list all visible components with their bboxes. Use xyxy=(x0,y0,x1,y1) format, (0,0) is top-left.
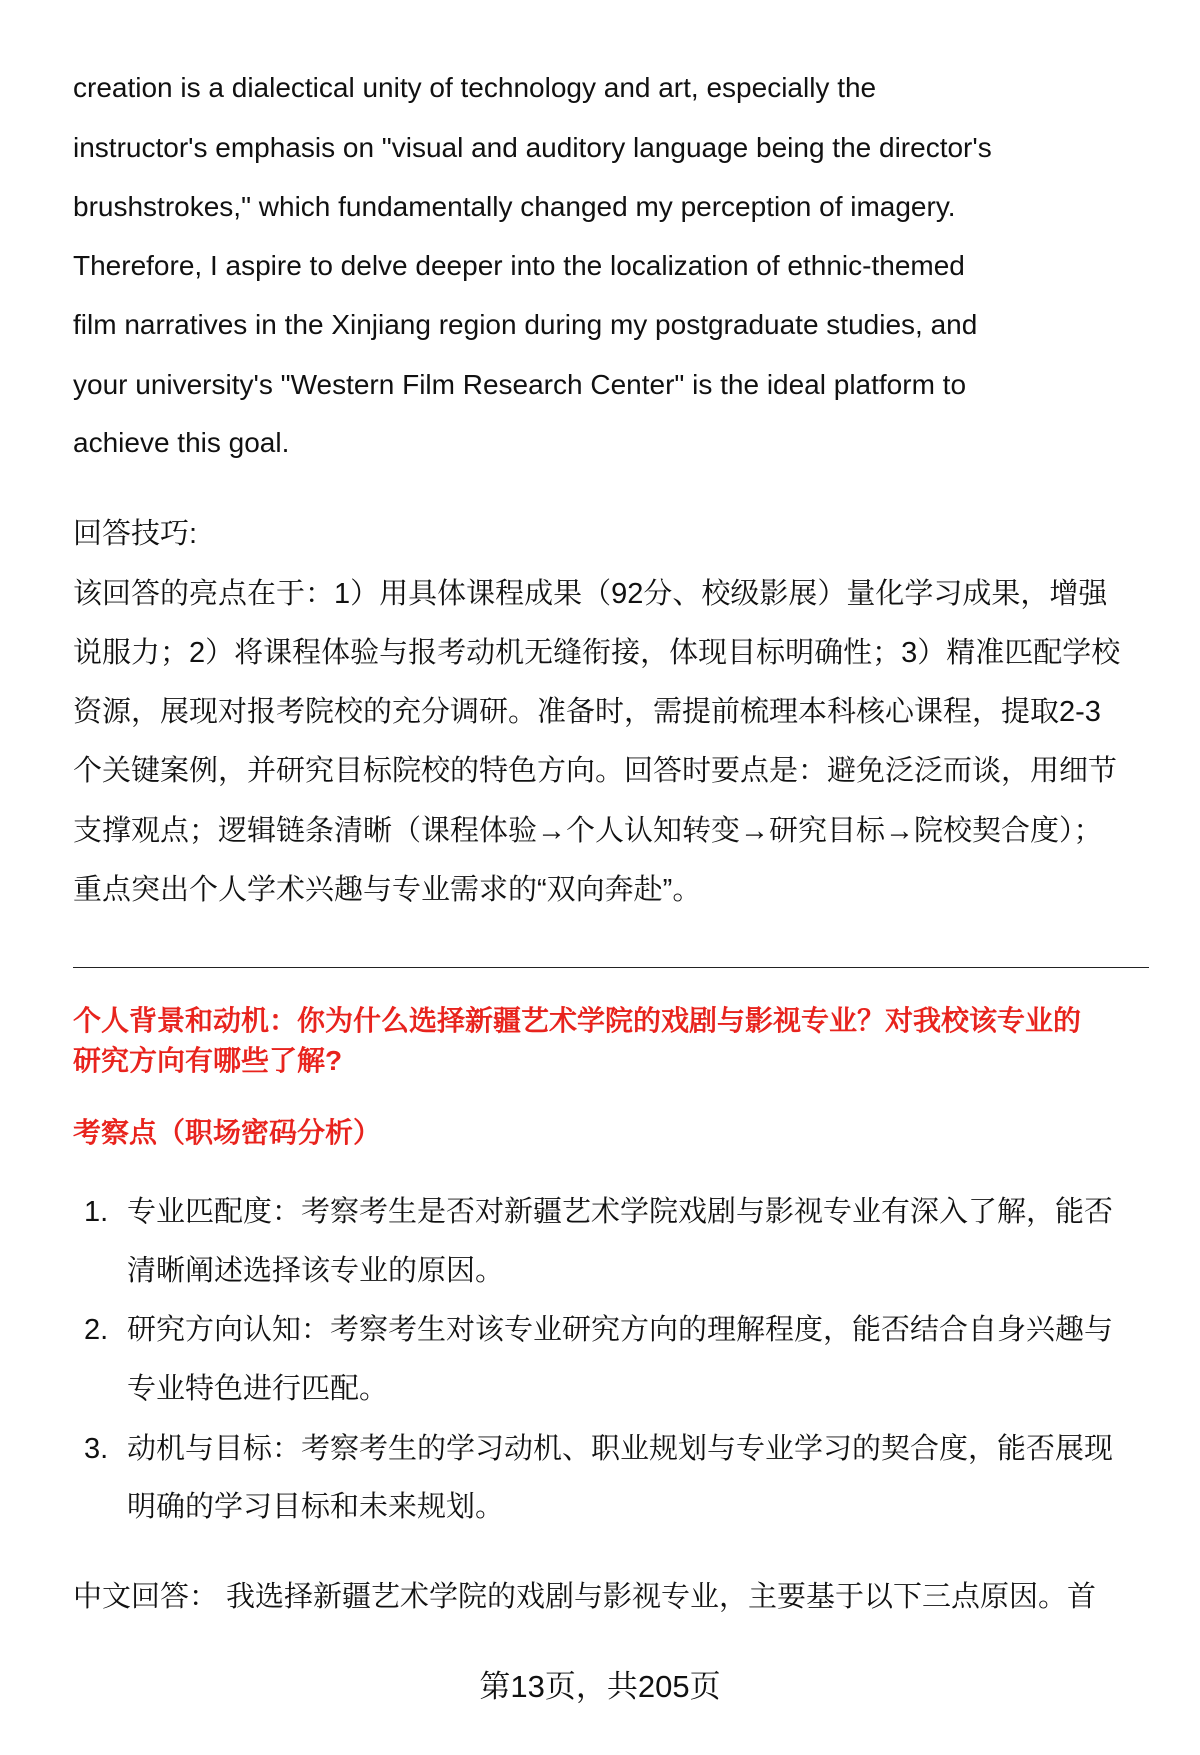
analysis-heading: 考察点（职场密码分析） xyxy=(73,1117,382,1148)
text-line: 说服力；2）将课程体验与报考动机无缝衔接，体现目标明确性；3）精准匹配学校 xyxy=(73,637,1121,669)
text-line: 资源，展现对报考院校的充分调研。准备时，需提前梳理本科核心课程，提取2-3 xyxy=(73,696,1101,728)
text-line: 专业匹配度：考察考生是否对新疆艺术学院戏剧与影视专业有深入了解，能否 xyxy=(127,1196,1114,1228)
text-line: your university's "Western Film Research Center" is the ideal platform to xyxy=(73,369,967,400)
tips-label: 回答技巧: xyxy=(73,518,198,550)
page-footer: 第13页，共205页 xyxy=(479,1669,721,1704)
chinese-answer: 中文回答： 我选择新疆艺术学院的戏剧与影视专业，主要基于以下三点原因。首 xyxy=(73,1581,1097,1613)
text-line: instructor's emphasis on "visual and auditory language being the director's xyxy=(73,132,992,163)
text-line: film narratives in the Xinjiang region during my postgraduate studies, and xyxy=(73,309,978,340)
text-line: brushstrokes," which fundamentally changed my perception of imagery. xyxy=(73,191,956,222)
text-line: 研究方向有哪些了解? xyxy=(73,1045,343,1076)
text-line: creation is a dialectical unity of technology and art, especially the xyxy=(73,72,877,103)
list-number: 1. xyxy=(84,1196,109,1228)
text-line: 动机与目标：考察考生的学习动机、职业规划与专业学习的契合度，能否展现 xyxy=(127,1433,1114,1465)
text-line: achieve this goal. xyxy=(73,427,290,458)
section-divider xyxy=(73,967,1149,968)
text-line: Therefore, I aspire to delve deeper into the localization of ethnic-themed xyxy=(73,250,965,281)
text-line: 支撑观点；逻辑链条清晰（课程体验→个人认知转变→研究目标→院校契合度）； xyxy=(73,815,1103,847)
list-number: 2. xyxy=(84,1314,109,1346)
text-line: 专业特色进行匹配。 xyxy=(127,1373,389,1405)
text-line: 明确的学习目标和未来规划。 xyxy=(127,1491,505,1523)
text-line: 重点突出个人学术兴趣与专业需求的“双向奔赴”。 xyxy=(73,874,702,906)
text-line: 个关键案例，并研究目标院校的特色方向。回答时要点是：避免泛泛而谈，用细节 xyxy=(73,755,1118,787)
text-line: 该回答的亮点在于：1）用具体课程成果（92分、校级影展）量化学习成果，增强 xyxy=(73,578,1108,610)
text-line: 清晰阐述选择该专业的原因。 xyxy=(127,1255,505,1287)
text-line: 研究方向认知：考察考生对该专业研究方向的理解程度，能否结合自身兴趣与 xyxy=(127,1314,1114,1346)
list-number: 3. xyxy=(84,1433,109,1465)
text-line: 个人背景和动机：你为什么选择新疆艺术学院的戏剧与影视专业？对我校该专业的 xyxy=(73,1005,1082,1036)
